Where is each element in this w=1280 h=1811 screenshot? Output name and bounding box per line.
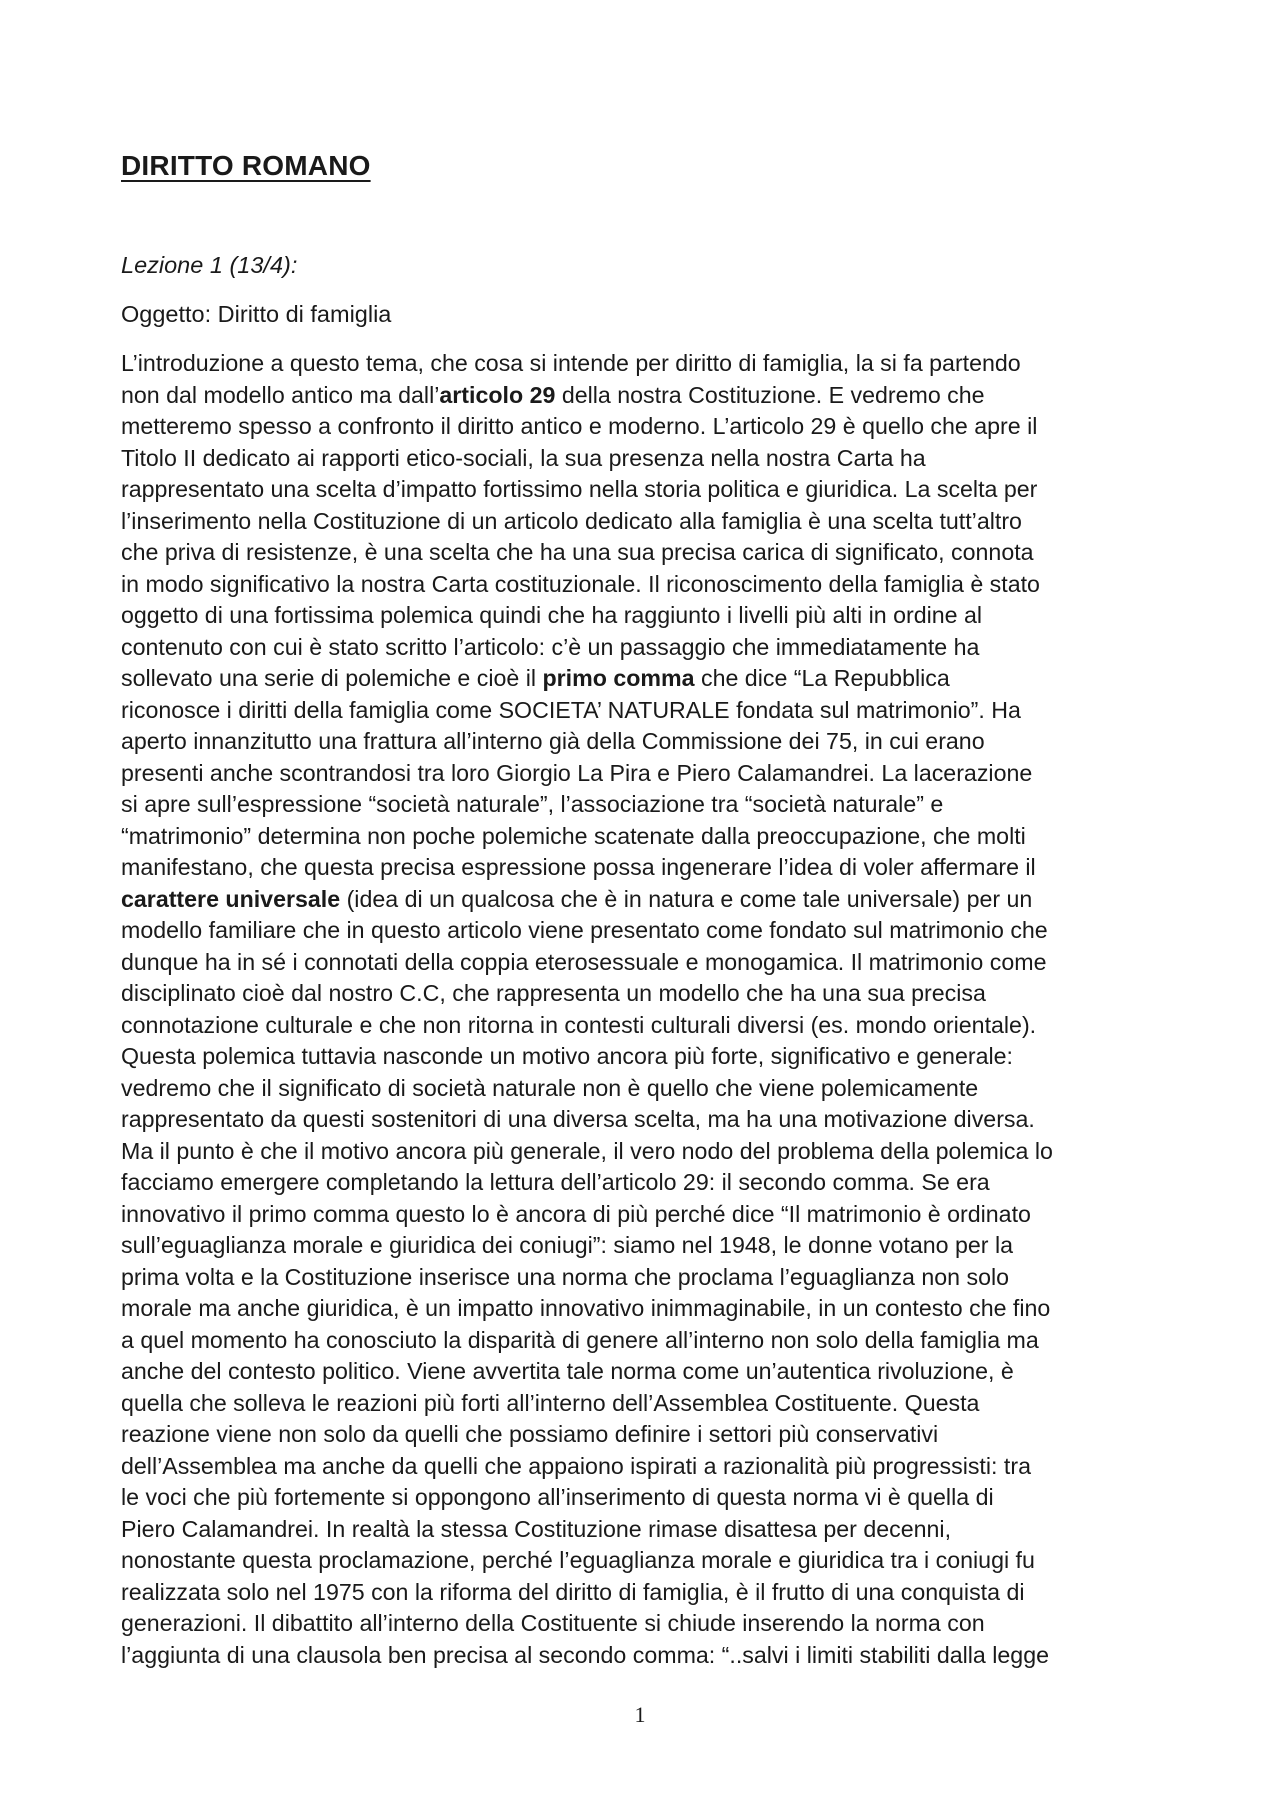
text-line xyxy=(121,1640,1171,1672)
text-segment: dunque ha in sé i connotati della coppia eterosessuale e monogamica. Il matrimonio come xyxy=(121,948,1047,975)
text-segment: aperto innanzitutto una frattura all’interno già della Commissione dei 75, in cui erano xyxy=(121,728,985,754)
text-segment: connotazione culturale e che non ritorna in contesti culturali diversi (es. mondo orientale). xyxy=(121,1011,1037,1038)
text-segment: nonostante questa proclamazione, perché l’eguaglianza morale e giuridica tra i coniugi fu xyxy=(121,1547,1035,1573)
text-segment: anche del contesto politico. Viene avvertita tale norma come un’autentica rivoluzione, è xyxy=(121,1358,1014,1384)
text-line xyxy=(121,632,1171,664)
text-line xyxy=(121,600,1171,632)
text-line xyxy=(121,1073,1171,1105)
text-line xyxy=(121,1356,1171,1388)
text-line xyxy=(121,884,1171,916)
text-line xyxy=(121,1136,1171,1168)
text-line xyxy=(121,789,1171,821)
text-line xyxy=(121,821,1171,853)
text-segment: l’aggiunta di una clausola ben precisa al secondo comma: “..salvi i limiti stabiliti dalla legge xyxy=(121,1641,1049,1668)
text-line xyxy=(121,663,1171,695)
text-line xyxy=(121,947,1171,979)
text-segment: a quel momento ha conosciuto la disparità di genere all’interno non solo della famiglia ma xyxy=(121,1326,1039,1353)
text-segment: innovativo il primo comma questo lo è ancora di più perché dice “Il matrimonio è ordinato xyxy=(121,1200,1031,1227)
text-line xyxy=(121,1545,1171,1577)
text-line xyxy=(121,1419,1171,1451)
text-line xyxy=(121,695,1171,727)
text-segment: l’inserimento nella Costituzione di un articolo dedicato alla famiglia è una scelta tutt’altro xyxy=(121,507,1022,534)
text-line xyxy=(121,978,1171,1010)
text-segment: metteremo spesso a confronto il diritto antico e moderno. L’articolo 29 è quello che apre il xyxy=(121,413,1038,439)
bold-text: articolo 29 xyxy=(439,381,556,408)
text-segment: quella che solleva le reazioni più forti all’interno dell’Assemblea Costituente. Questa xyxy=(121,1389,980,1416)
text-segment: “matrimonio” determina non poche polemiche scatenate dalla preoccupazione, che molti xyxy=(121,822,1026,849)
text-segment: reazione viene non solo da quelli che possiamo definire i settori più conservativi xyxy=(121,1421,939,1447)
text-segment: riconosce i diritti della famiglia come SOCIETA’ NATURALE fondata sul matrimonio”. Ha xyxy=(121,696,1021,723)
text-line xyxy=(121,758,1171,790)
text-segment: facciamo emergere completando la lettura dell’articolo 29: il secondo comma. Se era xyxy=(121,1169,990,1195)
text-segment: realizzata solo nel 1975 con la riforma del diritto di famiglia, è il frutto di una conquista di xyxy=(121,1578,1025,1605)
text-line xyxy=(121,1577,1171,1609)
bold-text: primo comma xyxy=(542,665,695,691)
text-segment: oggetto di una fortissima polemica quindi che ha raggiunto i livelli più alti in ordine al xyxy=(121,602,983,628)
text-segment: Titolo II dedicato ai rapporti etico-sociali, la sua presenza nella nostra Carta ha xyxy=(121,444,926,471)
text-segment: rappresentato una scelta d’impatto fortissimo nella storia politica e giuridica. La scelta per xyxy=(121,476,1038,502)
text-line xyxy=(121,1262,1171,1294)
text-line xyxy=(121,1104,1171,1136)
text-line xyxy=(121,1167,1171,1199)
text-segment: che dice “La Repubblica xyxy=(694,665,950,691)
body-paragraph xyxy=(121,348,1171,1671)
text-segment: Piero Calamandrei. In realtà la stessa Costituzione rimase disattesa per decenni, xyxy=(121,1515,952,1542)
text-segment: sollevato una serie di polemiche e cioè il xyxy=(121,665,543,691)
text-segment: Ma il punto è che il motivo ancora più generale, il vero nodo del problema della polemica lo xyxy=(121,1137,1053,1164)
text-segment: sull’eguaglianza morale e giuridica dei coniugi”: siamo nel 1948, le donne votano per la xyxy=(121,1232,1013,1258)
text-segment: presenti anche scontrandosi tra loro Giorgio La Pira e Piero Calamandrei. La lacerazione xyxy=(121,759,1033,786)
page-number: 1 xyxy=(634,1702,646,1727)
subject-line: Oggetto: Diritto di famiglia xyxy=(121,301,392,327)
text-line xyxy=(121,915,1171,947)
text-line xyxy=(121,1482,1171,1514)
text-segment: L’introduzione a questo tema, che cosa si intende per diritto di famiglia, la si fa partendo xyxy=(121,350,1021,376)
text-line xyxy=(121,1041,1171,1073)
text-segment: vedremo che il significato di società naturale non è quello che viene polemicamente xyxy=(121,1074,979,1101)
text-segment: manifestano, che questa precisa espressione possa ingenerare l’idea di voler affermare il xyxy=(121,854,1036,880)
text-segment: le voci che più fortemente si oppongono all’inserimento di questa norma vi è quella di xyxy=(121,1484,994,1510)
text-segment: non dal modello antico ma dall’ xyxy=(121,381,440,408)
text-segment: contenuto con cui è stato scritto l’articolo: c’è un passaggio che immediatamente ha xyxy=(121,633,980,660)
text-line xyxy=(121,1388,1171,1420)
text-line xyxy=(121,726,1171,758)
text-segment: in modo significativo la nostra Carta costituzionale. Il riconoscimento della famiglia è stato xyxy=(121,570,1040,597)
text-line xyxy=(121,380,1171,412)
text-line xyxy=(121,1514,1171,1546)
text-segment: (idea di un qualcosa che è in natura e come tale universale) per un xyxy=(340,885,1033,912)
document-title: DIRITTO ROMANO xyxy=(121,150,371,181)
text-segment: si apre sull’espressione “società naturale”, l’associazione tra “società naturale” e xyxy=(121,791,944,817)
text-segment: morale ma anche giuridica, è un impatto innovativo inimmaginabile, in un contesto che fino xyxy=(121,1295,1051,1321)
text-segment: rappresentato da questi sostenitori di una diversa scelta, ma ha una motivazione diversa. xyxy=(121,1106,1035,1132)
text-segment: generazioni. Il dibattito all’interno della Costituente si chiude inserendo la norma con xyxy=(121,1610,985,1636)
bold-text: carattere universale xyxy=(121,885,341,912)
text-segment: Questa polemica tuttavia nasconde un motivo ancora più forte, significativo e generale: xyxy=(121,1043,1013,1069)
text-line xyxy=(121,1230,1171,1262)
text-line xyxy=(121,852,1171,884)
text-line xyxy=(121,506,1171,538)
text-line xyxy=(121,443,1171,475)
text-segment: modello familiare che in questo articolo viene presentato come fondato sul matrimonio che xyxy=(121,917,1048,943)
text-segment: prima volta e la Costituzione inserisce una norma che proclama l’eguaglianza non solo xyxy=(121,1263,1010,1290)
text-line xyxy=(121,1010,1171,1042)
text-segment: disciplinato cioè dal nostro C.C, che rappresenta un modello che ha una sua precisa xyxy=(121,980,986,1006)
text-line xyxy=(121,537,1171,569)
text-line xyxy=(121,1608,1171,1640)
text-line xyxy=(121,411,1171,443)
text-line xyxy=(121,1293,1171,1325)
text-line xyxy=(121,474,1171,506)
text-segment: che priva di resistenze, è una scelta che ha una sua precisa carica di significato, connota xyxy=(121,539,1034,565)
text-line xyxy=(121,1199,1171,1231)
lesson-heading: Lezione 1 (13/4): xyxy=(121,252,298,278)
text-line xyxy=(121,569,1171,601)
text-line xyxy=(121,1451,1171,1483)
text-segment: della nostra Costituzione. E vedremo che xyxy=(555,381,985,408)
text-line xyxy=(121,348,1171,380)
text-line xyxy=(121,1325,1171,1357)
text-segment: dell’Assemblea ma anche da quelli che appaiono ispirati a razionalità più progressisti: tra xyxy=(121,1452,1031,1479)
